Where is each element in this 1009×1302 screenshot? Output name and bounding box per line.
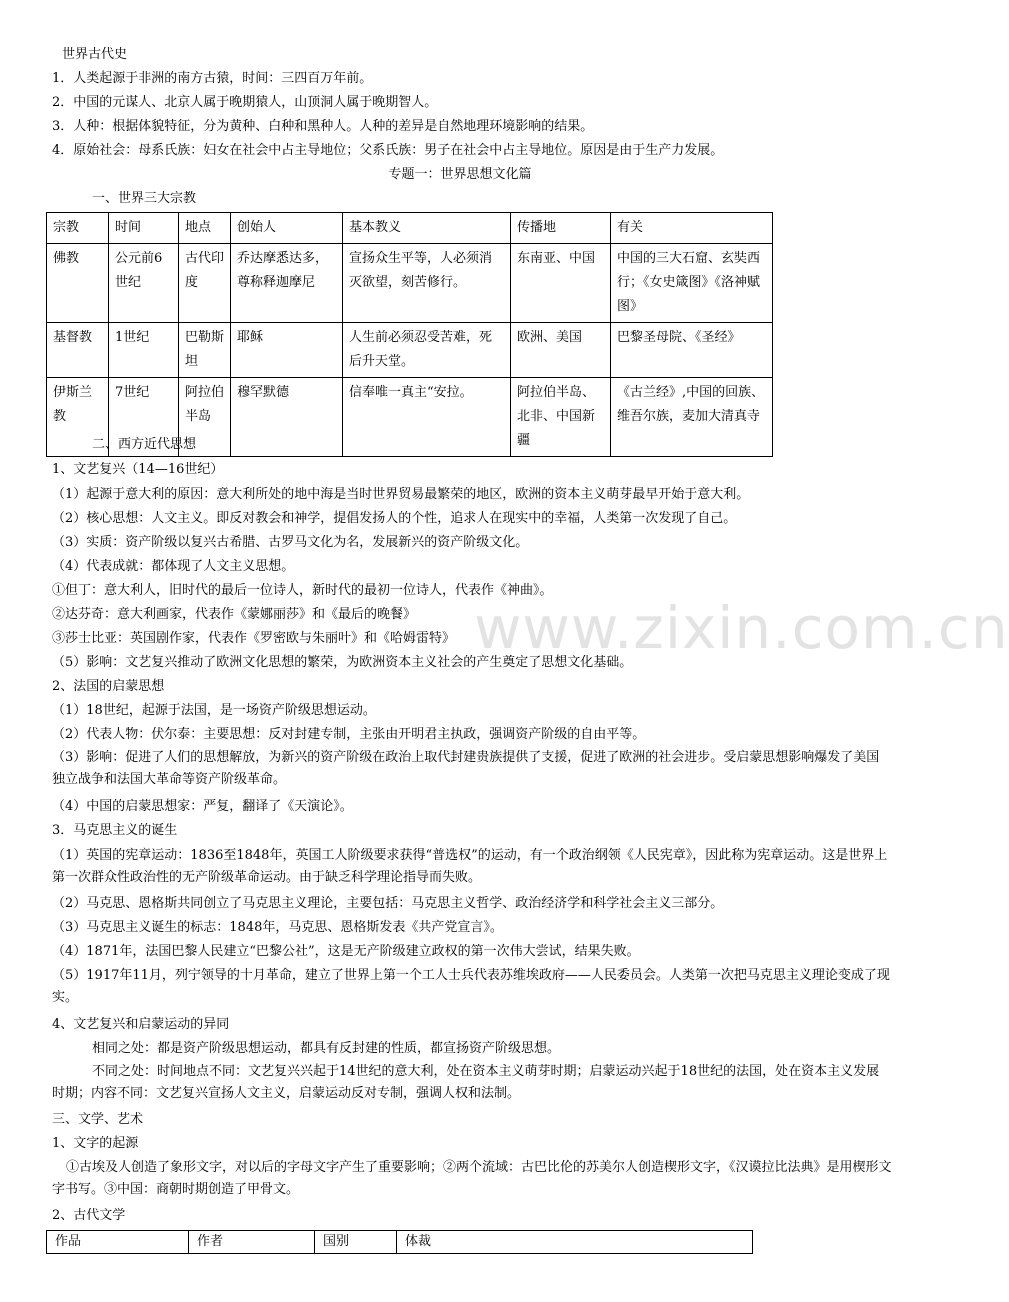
- compare-diff: 不同之处：时间地点不同：文艺复兴兴起于14世纪的意大利，处在资本主义萌芽时期；启蒙运动兴起于18世纪的法国，处在资本主义发展时期；内容不同：文艺复兴宣扬人文主义，启蒙运动反对专制，强调人权和法制。: [52, 1064, 880, 1101]
- marxism-item: （2）马克思、恩格斯共同创立了马克思主义理论，主要包括：马克思主义哲学、政治经济学和科学社会主义三部分。: [52, 896, 724, 911]
- religion-table-header-row: [47, 213, 773, 244]
- header-cell: 体裁: [397, 1231, 753, 1254]
- renaissance-title: 1、文艺复兴（14—16世纪）: [52, 462, 224, 477]
- table-cell: 人生前必须忍受苦难，死后升天堂。: [343, 323, 511, 378]
- intro-line-4: 4．原始社会：母系氏族：妇女在社会中占主导地位；父系氏族：男子在社会中占主导地位。原因是由于生产力发展。: [52, 143, 724, 158]
- section-3-title: 三、文学、艺术: [52, 1112, 144, 1127]
- renaissance-item: ③莎士比亚：英国剧作家，代表作《罗密欧与朱丽叶》和《哈姆雷特》: [52, 631, 456, 646]
- renaissance-item: （2）核心思想：人文主义。即反对教会和神学，提倡发扬人的个性，追求人在现实中的幸福，人类第一次发现了自己。: [52, 511, 737, 526]
- table-cell: 巴黎圣母院、《圣经》: [611, 323, 773, 378]
- table-cell: 宣扬众生平等，人必须消灭欲望，刻苦修行。: [343, 244, 511, 323]
- literature-table: [46, 1230, 753, 1254]
- enlightenment-item: （3）影响：促进了人们的思想解放，为新兴的资产阶级在政治上取代封建贵族提供了支援，促进了欧洲的社会进步。受启蒙思想影响爆发了美国独立战争和法国大革命等资产阶级革命。: [52, 750, 880, 787]
- literature-header-row: [47, 1231, 753, 1254]
- religion-table: [46, 212, 773, 457]
- table-cell: 古代印度: [179, 244, 231, 323]
- enlightenment-item: （4）中国的启蒙思想家：严复，翻译了《天演论》。: [52, 799, 353, 814]
- table-cell: 信奉唯一真主“安拉。: [343, 378, 511, 457]
- writing-text: ①古埃及人创造了象形文字，对以后的字母文字产生了重要影响；②两个流域：古巴比伦的苏美尔人创造楔形文字，《汉谟拉比法典》是用楔形文字书写。③中国：商朝时期创造了甲骨文。: [52, 1160, 892, 1197]
- table-cell: 阿拉伯半岛、北非、中国新疆: [511, 378, 611, 457]
- topic-title: 专题一：世界思想文化篇: [388, 167, 532, 182]
- table-cell: 伊斯兰教: [47, 378, 109, 457]
- enlightenment-title: 2、法国的启蒙思想: [52, 679, 165, 694]
- table-row: [47, 244, 773, 323]
- table-cell: 巴勒斯坦: [179, 323, 231, 378]
- table-cell: 阿拉伯半岛: [179, 378, 231, 457]
- table-cell: 穆罕默德: [231, 378, 343, 457]
- enlightenment-item: （1）18世纪，起源于法国，是一场资产阶级思想运动。: [52, 703, 376, 718]
- renaissance-item: ①但丁：意大利人，旧时代的最后一位诗人，新时代的最初一位诗人，代表作《神曲》。: [52, 583, 553, 598]
- table-cell: 中国的三大石窟、玄奘西行；《女史箴图》《洛神赋图》: [611, 244, 773, 323]
- header-cell: 地点: [179, 213, 231, 244]
- renaissance-item: （3）实质：资产阶级以复兴古希腊、古罗马文化为名，发展新兴的资产阶级文化。: [52, 535, 529, 550]
- table-cell: 1世纪: [109, 323, 179, 378]
- table-cell: 公元前6世纪: [109, 244, 179, 323]
- table-cell: 佛教: [47, 244, 109, 323]
- header-cell: 时间: [109, 213, 179, 244]
- marxism-item: （4）1871年，法国巴黎人民建立“巴黎公社”，这是无产阶级建立政权的第一次伟大尝试，结果失败。: [52, 944, 640, 959]
- intro-line-2: 2．中国的元谋人、北京人属于晚期猿人，山顶洞人属于晚期智人。: [52, 95, 438, 110]
- header-cell: 作者: [189, 1231, 315, 1254]
- header-cell: 基本教义: [343, 213, 511, 244]
- table-cell: 耶稣: [231, 323, 343, 378]
- header-cell: 国别: [315, 1231, 397, 1254]
- renaissance-item: （5）影响：文艺复兴推动了欧洲文化思想的繁荣，为欧洲资本主义社会的产生奠定了思想文化基础。: [52, 655, 633, 670]
- table-row: [47, 323, 773, 378]
- table-cell: 东南亚、中国: [511, 244, 611, 323]
- table-cell: 乔达摩悉达多，尊称释迦摩尼: [231, 244, 343, 323]
- table-cell: 欧洲、美国: [511, 323, 611, 378]
- writing-title: 1、文字的起源: [52, 1136, 139, 1151]
- compare-title: 4、文艺复兴和启蒙运动的异同: [52, 1017, 230, 1032]
- table-cell: 7世纪: [109, 378, 179, 457]
- renaissance-item: （1）起源于意大利的原因：意大利所处的地中海是当时世界贸易最繁荣的地区，欧洲的资本主义萌芽最早开始于意大利。: [52, 487, 750, 502]
- intro-line-1: 1．人类起源于非洲的南方古猿，时间：三四百万年前。: [52, 71, 373, 86]
- table-cell: 《古兰经》,中国的回族、维吾尔族，麦加大清真寺: [611, 378, 773, 457]
- header-cell: 传播地: [511, 213, 611, 244]
- table-cell: 基督教: [47, 323, 109, 378]
- marxism-item: （3）马克思主义诞生的标志：1848年，马克思、恩格斯发表《共产党宣言》。: [52, 920, 503, 935]
- renaissance-item: （4）代表成就：都体现了人文主义思想。: [52, 559, 295, 574]
- header-cell: 作品: [47, 1231, 189, 1254]
- section-2-title: 二、西方近代思想: [92, 437, 197, 452]
- renaissance-item: ②达芬奇：意大利画家，代表作《蒙娜丽莎》和《最后的晚餐》: [52, 607, 417, 622]
- watermark: www.zixin.com.cn: [474, 594, 1009, 662]
- section-1-title: 一、世界三大宗教: [92, 191, 197, 206]
- header-cell: 宗教: [47, 213, 109, 244]
- compare-same: 相同之处：都是资产阶级思想运动，都具有反封建的性质，都宣扬资产阶级思想。: [92, 1041, 561, 1056]
- header-cell: 有关: [611, 213, 773, 244]
- intro-line-3: 3．人种：根据体貌特征，分为黄种、白种和黑种人。人种的差异是自然地理环境影响的结果。: [52, 119, 594, 134]
- page-title: 世界古代史: [62, 47, 128, 62]
- marxism-item: （5）1917年11月，列宁领导的十月革命，建立了世界上第一个工人士兵代表苏维埃政府——人民委员会。人类第一次把马克思主义理论变成了现实。: [52, 968, 890, 1005]
- marxism-title: 3．马克思主义的诞生: [52, 823, 178, 838]
- header-cell: 创始人: [231, 213, 343, 244]
- literature-title: 2、古代文学: [52, 1208, 126, 1223]
- enlightenment-item: （2）代表人物：伏尔泰：主要思想：反对封建专制，主张由开明君主执政，强调资产阶级的自由平等。: [52, 727, 646, 742]
- marxism-item: （1）英国的宪章运动：1836至1848年，英国工人阶级要求获得“普选权”的运动，有一个政治纲领《人民宪章》，因此称为宪章运动。这是世界上第一次群众性政治性的无产阶级革命运动。由于缺乏科学理论指导而失败。: [52, 848, 888, 885]
